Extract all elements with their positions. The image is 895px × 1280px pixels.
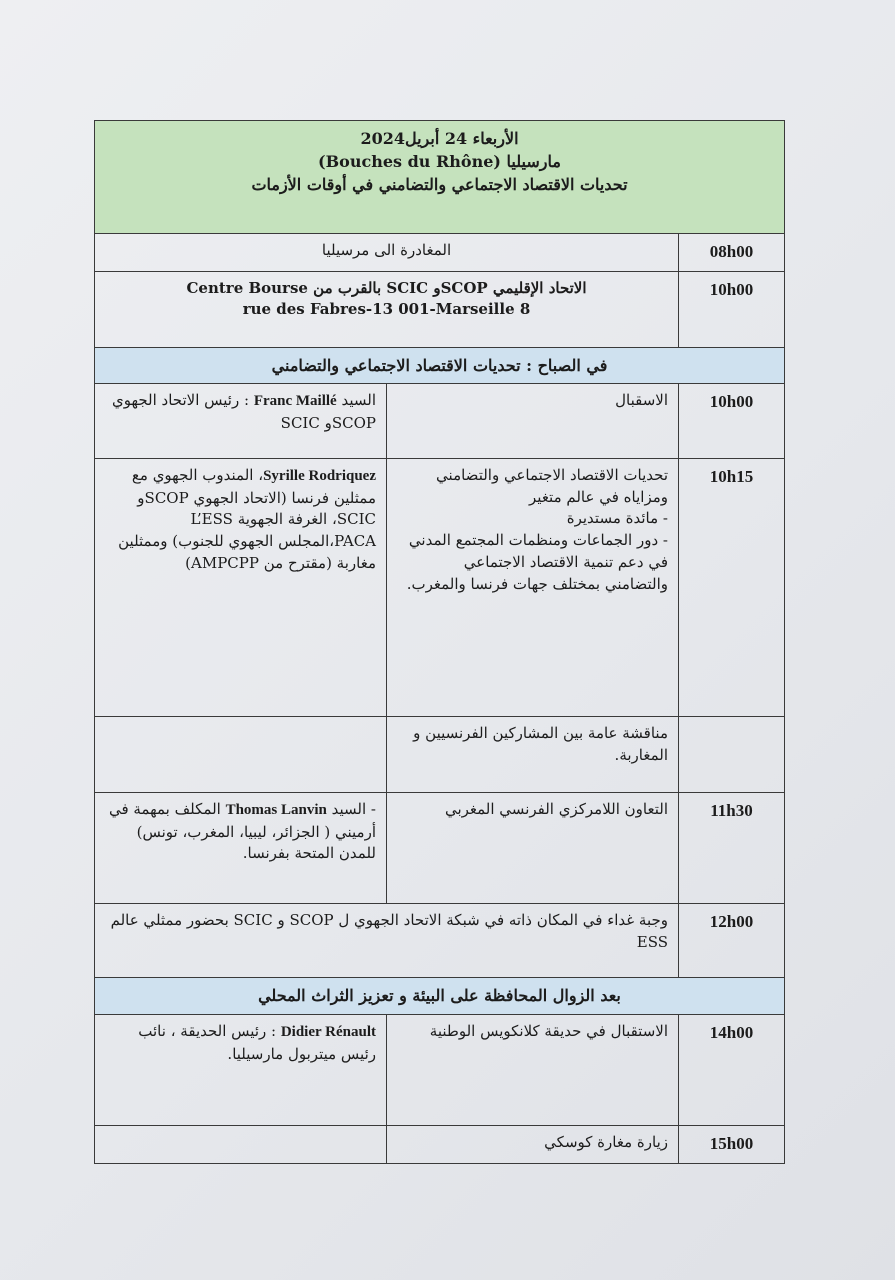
speaker-name: Didier Rénault <box>280 1023 376 1040</box>
speaker-name: Franc Maillé <box>253 392 337 409</box>
activity-line: - دور الجماعات ومنظمات المجتمع المدني في دعم تنمية الاقتصاد الاجتماعي والتضامني بمختلف جهات فرنسا والمغرب. <box>406 531 668 593</box>
time-cell: 11h30 <box>679 792 785 903</box>
table-row <box>95 903 785 977</box>
empty-cell <box>95 716 387 792</box>
activity-line: - مائدة مستديرة <box>566 509 668 528</box>
table-row <box>95 271 785 347</box>
time-cell: 10h15 <box>679 458 785 716</box>
speaker-name: Thomas Lanvin <box>225 801 327 818</box>
activity-cell: الاستقبال في حديقة كلانكويس الوطنية <box>387 1014 679 1125</box>
time-cell: 10h00 <box>679 383 785 458</box>
activity-cell: التعاون اللامركزي الفرنسي المغربي <box>387 792 679 903</box>
speaker-name: Syrille Rodriquez <box>263 467 376 484</box>
header-city: مارسيليا (Bouches du Rhône) <box>318 152 561 172</box>
departure-cell: المغادرة الى مرسيليا <box>95 234 679 272</box>
empty-cell <box>95 1125 387 1163</box>
table-row <box>95 792 785 903</box>
speaker-cell <box>95 792 387 903</box>
time-cell <box>679 716 785 792</box>
header-theme: تحديات الاقتصاد الاجتماعي والتضامني في أوقات الأزمات <box>251 175 628 195</box>
time-cell: 12h00 <box>679 903 785 977</box>
venue-address: 8 rue des Fabres-13 001-Marseille <box>242 300 531 319</box>
speaker-role: : رئيس الحديقة ، نائب رئيس ميتربول مارسيليا. <box>138 1021 376 1063</box>
table-row <box>95 1014 785 1125</box>
venue-line-1: الاتحاد الإقليمي SCOPو SCIC بالقرب من Centre Bourse <box>186 278 587 297</box>
speaker-cell <box>95 458 387 716</box>
time-cell: 08h00 <box>679 234 785 272</box>
section-row <box>95 977 785 1014</box>
activity-cell <box>387 458 679 716</box>
table-header-row <box>95 121 785 234</box>
time-cell: 15h00 <box>679 1125 785 1163</box>
speaker-role: : رئيس الاتحاد الجهوي SCOPو SCIC <box>111 390 376 432</box>
table-row <box>95 458 785 716</box>
speaker-prefix: - السيد <box>326 799 376 818</box>
speaker-cell <box>95 1014 387 1125</box>
table-row <box>95 1125 785 1163</box>
table-row <box>95 716 785 792</box>
table-row <box>95 234 785 272</box>
lunch-cell: وجبة غداء في المكان ذاته في شبكة الاتحاد الجهوي ل SCOP و SCIC بحضور ممثلي عالم ESS <box>95 903 679 977</box>
section-row <box>95 347 785 383</box>
time-cell: 10h00 <box>679 271 785 347</box>
speaker-role: المكلف بمهمة في أرميني ( الجزائر، ليبيا، المغرب، تونس) للمدن المتحة بفرنسا. <box>108 799 376 863</box>
header-date: الأربعاء 24 أبريل2024 <box>360 129 519 148</box>
afternoon-section-title: بعد الزوال المحافظة على البيئة و تعزيز الثراث المحلي <box>95 977 785 1014</box>
activity-cell: الاسقبال <box>387 383 679 458</box>
speaker-role: ، المندوب الجهوي مع ممثلين فرنسا (الاتحاد الجهوي SCOPو SCIC، الغرفة الجهوية L’ESS PACA،المجلس الجهوي للجنوب) وممثلين مغاربة (مقترح من AMPCPP) <box>118 465 376 572</box>
activity-line: تحديات الاقتصاد الاجتماعي والتضامني ومزاياه في عالم متغير <box>436 465 668 506</box>
morning-section-title: في الصباح : تحديات الاقتصاد الاجتماعي والتضامني <box>95 347 785 383</box>
speaker-prefix: السيد <box>336 390 376 409</box>
discussion-cell: مناقشة عامة بين المشاركين الفرنسيين و المغاربة. <box>387 716 679 792</box>
activity-cell: زيارة مغارة كوسكي <box>387 1125 679 1163</box>
table-row <box>95 383 785 458</box>
speaker-cell <box>95 383 387 458</box>
program-table <box>94 120 785 1164</box>
venue-cell <box>95 271 679 347</box>
time-cell: 14h00 <box>679 1014 785 1125</box>
day-header <box>95 121 785 234</box>
